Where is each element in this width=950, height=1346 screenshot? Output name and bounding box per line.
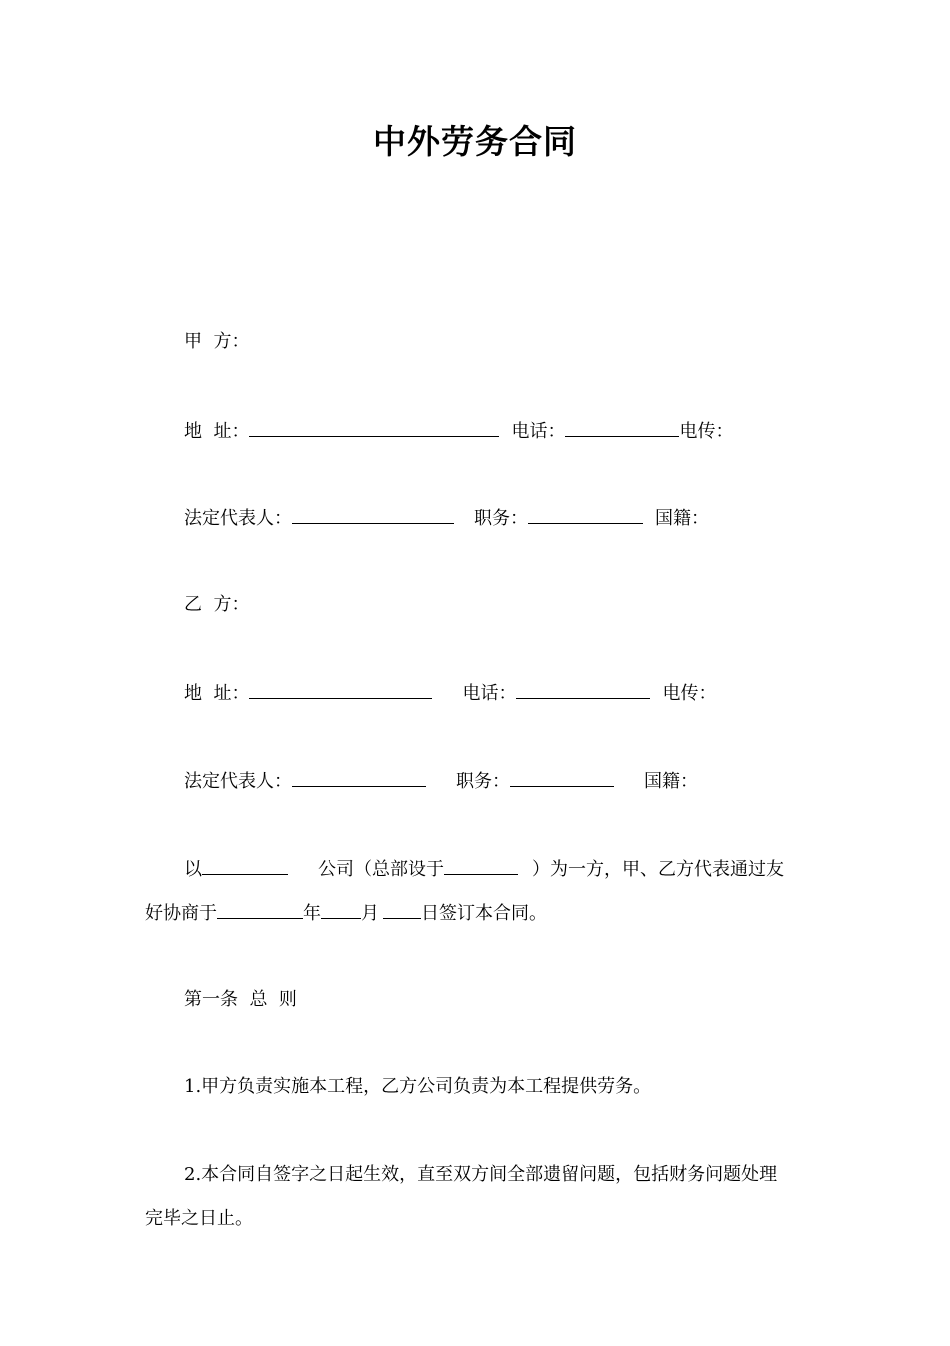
party-b-phone-blank[interactable] bbox=[516, 681, 650, 699]
party-b-address-line bbox=[184, 681, 716, 705]
preamble-start: 以 bbox=[184, 859, 202, 880]
preamble-end: ）为一方，甲、乙方代表通过友 bbox=[532, 859, 784, 880]
party-a-line bbox=[184, 331, 249, 353]
party-b-phone-label: 电话： bbox=[462, 683, 517, 704]
company-name-blank[interactable] bbox=[202, 857, 288, 875]
document-title: 中外劳务合同 bbox=[373, 122, 577, 161]
party-b-rep-line bbox=[184, 769, 698, 793]
preamble-date-start: 好协商于 bbox=[145, 903, 217, 924]
party-a-rep-line bbox=[184, 506, 709, 530]
article-1-item-2-text-1: 2.本合同自签字之日起生效，直至双方间全部遗留问题，包括财务问题处理 bbox=[184, 1164, 778, 1185]
party-a-nationality-label: 国籍： bbox=[655, 508, 709, 529]
party-b-rep-label: 法定代表人： bbox=[184, 771, 292, 792]
preamble-date-end: 日签订本合同。 bbox=[421, 903, 547, 924]
article-1-item-2-line-1 bbox=[184, 1164, 777, 1186]
party-a-rep-blank[interactable] bbox=[292, 506, 454, 524]
party-a-address-label: 地 址： bbox=[184, 421, 250, 442]
party-a-phone-blank[interactable] bbox=[565, 419, 679, 437]
party-a-label: 甲 方： bbox=[184, 331, 250, 352]
preamble-line-2 bbox=[145, 901, 547, 925]
party-a-address-blank[interactable] bbox=[249, 419, 499, 437]
party-b-position-label: 职务： bbox=[456, 771, 510, 792]
month-label: 月 bbox=[361, 903, 379, 924]
article-1-heading-text: 第一条 总 则 bbox=[184, 989, 297, 1010]
party-a-position-label: 职务： bbox=[474, 508, 528, 529]
article-1-item-1 bbox=[184, 1076, 651, 1098]
party-b-nationality-label: 国籍： bbox=[644, 771, 698, 792]
year-label: 年 bbox=[303, 903, 321, 924]
article-1-item-1-text: 1.甲方负责实施本工程，乙方公司负责为本工程提供劳务。 bbox=[184, 1076, 652, 1097]
month-blank[interactable] bbox=[321, 901, 361, 919]
party-a-fax-label: 电传： bbox=[679, 421, 734, 442]
preamble-company: 公司（总部设于 bbox=[318, 859, 444, 880]
party-a-phone-label: 电话： bbox=[511, 421, 566, 442]
party-a-address-line bbox=[184, 419, 733, 443]
party-b-line bbox=[184, 594, 249, 616]
headquarters-blank[interactable] bbox=[444, 857, 518, 875]
party-b-address-label: 地 址： bbox=[184, 683, 250, 704]
party-a-position-blank[interactable] bbox=[528, 506, 643, 524]
party-b-position-blank[interactable] bbox=[510, 769, 614, 787]
year-blank[interactable] bbox=[217, 901, 303, 919]
party-b-rep-blank[interactable] bbox=[292, 769, 426, 787]
article-1-heading bbox=[184, 989, 297, 1011]
preamble-line-1 bbox=[184, 857, 784, 881]
party-b-fax-label: 电传： bbox=[662, 683, 717, 704]
article-1-item-2-line-2 bbox=[145, 1208, 253, 1230]
article-1-item-2-text-2: 完毕之日止。 bbox=[145, 1208, 253, 1229]
day-blank[interactable] bbox=[383, 901, 421, 919]
party-b-address-blank[interactable] bbox=[249, 681, 432, 699]
party-b-label: 乙 方： bbox=[184, 594, 250, 615]
party-a-rep-label: 法定代表人： bbox=[184, 508, 292, 529]
